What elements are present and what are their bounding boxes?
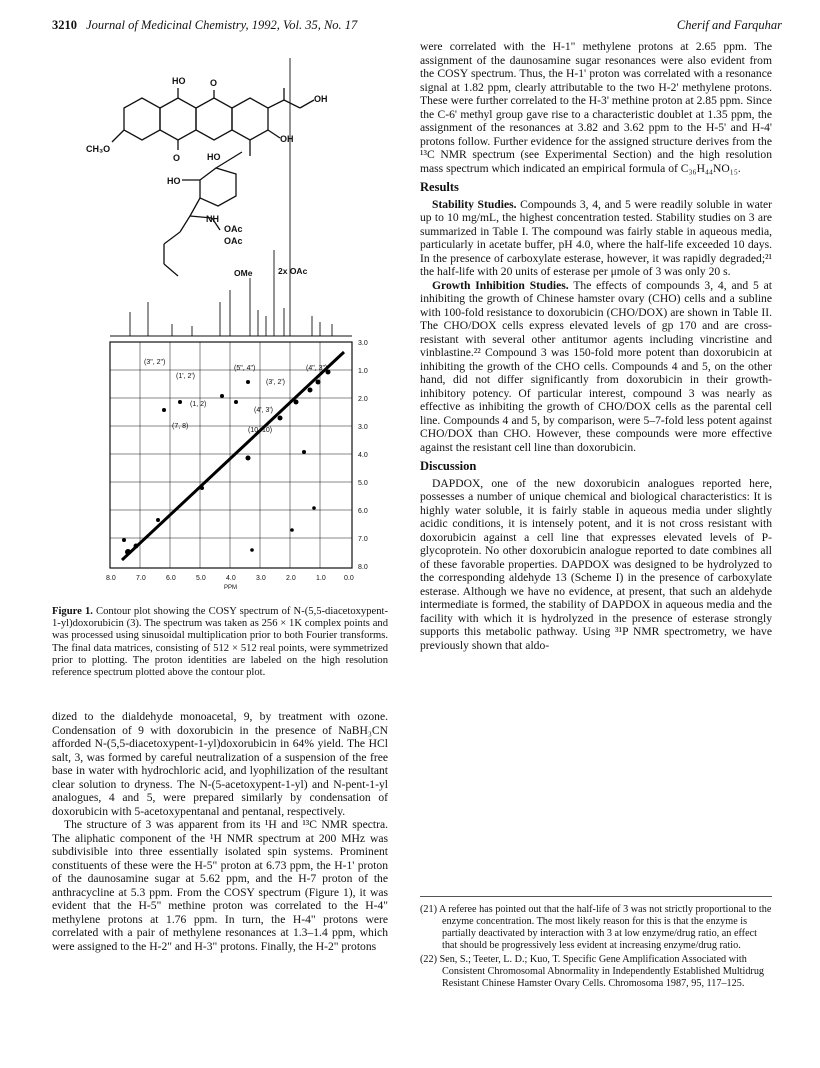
label-o-bottom: O [173,153,181,163]
journal-citation: Journal of Medicinal Chemistry, 1992, Vol. 35, No. 17 [86,18,358,32]
axis-bottom-ticks [106,575,354,591]
svg-text:5.0: 5.0 [358,480,368,487]
svg-text:0.0: 0.0 [344,575,354,582]
svg-text:(1', 2'): (1', 2') [176,373,196,380]
running-header [52,18,782,34]
svg-text:4.0: 4.0 [358,452,368,459]
label-ch3o: CH₃O [86,144,111,154]
svg-text:(4", 3"): (4", 3") [306,365,328,372]
figure-1 [52,40,392,600]
cosy-figure-svg [52,40,392,600]
paragraph: dized to the dialdehyde monoacetal, 9, by treatment with ozone. Condensation of 9 with doxorubicin in the presence of NaBH₃CN afforded N-(5,5-diacetoxypent-1-yl)doxorubicin in 64% yield. The HCl salt, 3, was formed by careful neutralization of a suspension of the free base in water with hydrochloric acid, and lyophilization of the resultant clear solution to dryness. The N-(5-acetoxypent-1-yl) and N-pent-1-yl analogues, 4 and 5, were prepared similarly by condensation of doxorubicin with 5-acetoxypentanal and pentanal, respectively. [52,710,388,818]
svg-text:4.0: 4.0 [226,575,236,582]
label-2x-oac: 2x OAc [278,266,308,276]
svg-text:3.0: 3.0 [358,340,368,347]
label-ho-sugar: HO [167,176,181,186]
paragraph: Compounds 3, 4, and 5 were readily soluble in water up to 10 mg/mL, the highest concentration tested. Stability studies on 3 are summarized in Table I. The compound was fairly stable in aqueous media, particularly in acetate buffer, pH 4.0, where the half-life exceeded 10 days. In the presence of carboxylate esterase, however, it was rapidly degraded;²¹ the half-life with 20 units of esterase per μmole of 3 was only 20 s. [420,197,772,278]
label-oh-ring: OH [280,134,294,144]
caption-text: Contour plot showing the COSY spectrum of N-(5,5-diacetoxypent-1-yl)doxorubicin (3). The spectrum was taken as 256 × 1K complex points and was processed using sinusoidal multiplication prior to both Fourier transforms. The final data matrices, consisting of 512 × 512 real points, were symmetrized prior to plotting. The proton identities are labeled on the high resolution reference spectrum plotted above the contour plot. [52,606,388,679]
svg-text:6.0: 6.0 [358,508,368,515]
svg-text:1.0: 1.0 [358,368,368,375]
page-number: 3210 [52,18,77,32]
right-column [420,40,772,652]
svg-text:(1, 2): (1, 2) [190,401,207,408]
label-oac-1: OAc [224,224,243,234]
svg-text:2.0: 2.0 [286,575,296,582]
label-nh: NH [206,214,219,224]
section-heading-results: Results [420,180,459,194]
svg-text:(10, 10): (10, 10) [248,427,273,434]
label-oh-side: OH [314,94,328,104]
chemical-structure [112,88,314,276]
svg-text:8.0: 8.0 [358,564,368,571]
footnote: (21) A referee has pointed out that the half-life of 3 was not strictly proportional to the enzyme concentration. The most likely reason for this is that the enzyme is partially deactivated by interaction with 3 at low enzyme/drug ratio, an effect that should be progressively less evident at increasing enzyme/drug ratio. [420,904,772,951]
svg-text:1.0: 1.0 [316,575,326,582]
footnote: (22) Sen, S.; Teeter, L. D.; Kuo, T. Specific Gene Amplification Associated with Consistent Chromosomal Abnormality in Independently Established Multidrug Resistant Chinese Hamster Ovary Cells. Chromosoma 1987, 95, 117–125. [420,954,765,989]
svg-text:7.0: 7.0 [136,575,146,582]
svg-text:6.0: 6.0 [166,575,176,582]
svg-text:(4', 3'): (4', 3') [254,407,274,414]
caption-label: Figure 1. [52,606,93,617]
paragraph: The effects of compounds 3, 4, and 5 at inhibiting the growth of Chinese hamster ovary (CHO) cells and a subline with 100-fold resistance to doxorubicin (CHO/DOX) are shown in Table II. The CHO/DOX cells express elevated levels of gp 170 and are cross-resistant with several other antitumor agents including vincristine and vinblastine.²² Compound 3 was 150-fold more potent than doxorubicin at inhibiting the growth of the CHO cells. Compounds 4 and 5, on the other hand, did not differ significantly from doxorubicin in their growth-inhibitory potency. Of particular interest, compound 3 was nearly as effective as inhibiting the growth of CHO/DOX cells as the parental cell line. Compounds 4 and 5, by comparison, were 5–7-fold less potent against CHO/DOX than CHO. However, these compounds were more effective against the resistant cell line than doxorubicin. [420,278,772,454]
svg-text:8.0: 8.0 [106,575,116,582]
svg-text:(3', 2'): (3', 2') [266,379,286,386]
label-ho-top: HO [172,76,186,86]
paragraph: The structure of 3 was apparent from its ¹H and ¹³C NMR spectra. The aliphatic component of the ¹H NMR spectrum at 200 MHz was subdivisible into three essentially isolated spin systems. Prominent constituents of these were the H-5" proton at 6.73 ppm, the H-1' proton of the daunosamine sugar at 5.62 ppm, and the H-7 proton of the anthracycline at 5.3 ppm. From the COSY spectrum (Figure 1), it was evident that the H-5" methine proton was correlated to the H-4" methylene protons at 1.76 ppm. In turn, the H-4" protons were correlated with a pair of methylene resonances at 1.3–1.4 ppm, which were assigned to the H-2" and H-3" protons. Finally, the H-2" protons [52,818,388,953]
footnotes [420,904,772,992]
svg-text:3.0: 3.0 [358,424,368,431]
svg-text:(3", 2"): (3", 2") [144,359,166,366]
svg-text:7.0: 7.0 [358,536,368,543]
svg-text:(7, 8): (7, 8) [172,423,189,430]
label-oac-2: OAc [224,236,243,246]
svg-text:(5", 4"): (5", 4") [234,365,256,372]
svg-text:5.0: 5.0 [196,575,206,582]
label-ome: OMe [234,268,253,278]
axis-unit: PPM [224,585,238,591]
subheading-growth: Growth Inhibition Studies. [432,278,569,292]
label-o-top: O [210,78,218,88]
svg-text:2.0: 2.0 [358,396,368,403]
figure-caption [52,606,388,679]
cosy-plot [110,342,352,568]
subheading-stability: Stability Studies. [432,197,517,211]
author-header: Cherif and Farquhar [676,18,782,32]
axis-right-ticks [358,340,368,571]
paragraph: DAPDOX, one of the new doxorubicin analogues reported here, possesses a number of unique chemical and biological characteristics: It is highly water soluble, it is fairly stable in aqueous media under slightly acidic conditions, it is intensely potent, and it is not cross resistant with doxorubicin against a cell line that expresses elevated levels of P-glycoprotein. No other doxorubicin analogue reported to date combines all of these favorable properties. DAPDOX was designed to be hydrolyzed to the corresponding aldehyde 13 (Scheme I) in the presence of carboxylate esterase. Although we have no evidence, at present, that such an aldehyde intermediate is formed, the stability of DAPDOX in aqueous media and the facility with which it is hydrolyzed in the presence of esterase strongly supports this metabolic pathway. Using ³¹P NMR spectrometry, we have previously shown that aldo- [420,476,772,652]
footnote-rule [420,896,772,897]
svg-text:3.0: 3.0 [256,575,266,582]
section-heading-discussion: Discussion [420,459,477,473]
paragraph: were correlated with the H-1" methylene protons at 2.65 ppm. The assignment of the daunosamine sugar resonances were also evident from the COSY spectrum. Thus, the H-1' proton was correlated with a resonance signal at 1.82 ppm, clearly attributable to the two H-2' methylene protons. These were further correlated to the H-3' methine proton at 2.85 ppm. Since the C-6' methyl group gave rise to a characteristic doublet at 1.35 ppm, the assignment of the resonances at 3.82 and 3.62 ppm to the H-5' and H-4' protons follow. Further evidence for the assigned structure derives from the ¹³C NMR spectrum (see Experimental Section) and the high resolution mass spectrum which indicated an empirical formula of C₃₆H₄₄NO₁₅. [420,40,772,175]
left-column [52,710,388,953]
label-ho-bottom: HO [207,152,221,162]
